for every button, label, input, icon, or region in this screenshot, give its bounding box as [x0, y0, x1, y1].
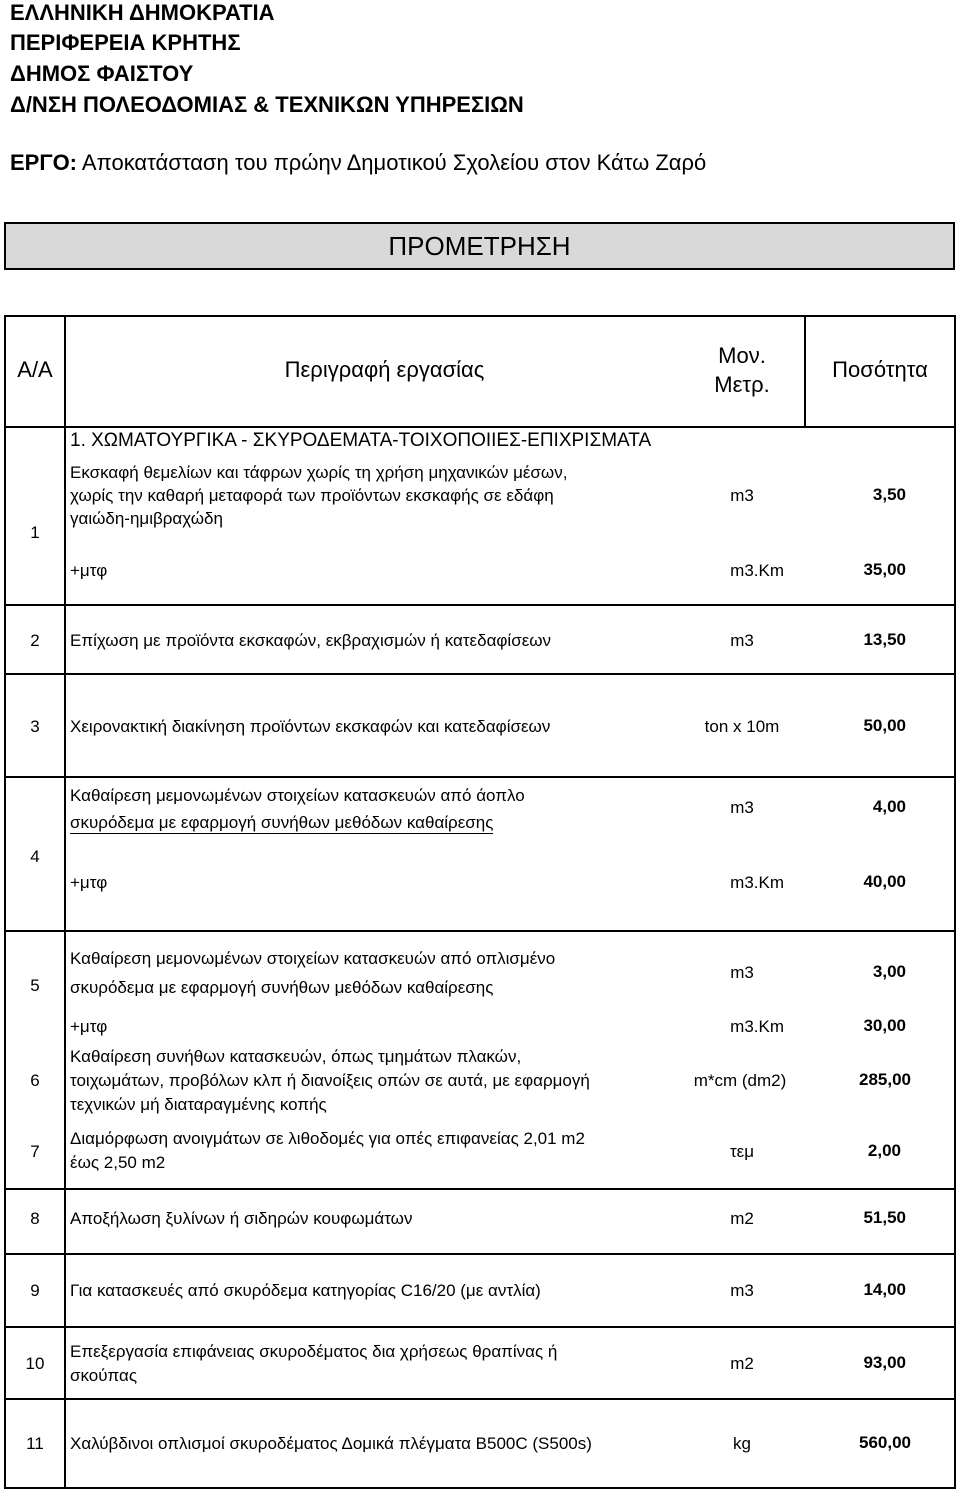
row-sub-unit: m3.Km [730, 1017, 784, 1036]
row-description-line: σκυρόδεμα με εφαρμογή συνήθων μεθόδων καθαίρεσης [70, 813, 494, 832]
row-unit: m3 [730, 631, 754, 650]
row-sub-unit: m3.Km [730, 561, 784, 580]
row-sub-quantity: 30,00 [863, 1016, 906, 1035]
project-label: ΕΡΓΟ: [10, 150, 78, 175]
row-unit: τεμ [729, 1142, 755, 1161]
row-unit: m2 [730, 1354, 754, 1373]
header-line-3: ΔΗΜΟΣ ΦΑΙΣΤΟΥ [10, 61, 194, 86]
row-unit: m3 [730, 798, 754, 817]
header-line-2: ΠΕΡΙΦΕΡΕΙΑ ΚΡΗΤΗΣ [10, 30, 241, 55]
row-sub-quantity: 35,00 [863, 560, 906, 579]
row-description: Αποξήλωση ξυλίνων ή σιδηρών κουφωμάτων [70, 1209, 413, 1228]
row-number: 4 [30, 847, 40, 866]
row-description-line: χωρίς την καθαρή μεταφορά των προϊόντων εκσκαφής σε εδάφη [70, 486, 554, 505]
row-sub-quantity: 40,00 [863, 872, 906, 891]
document-banner: ΠΡΟΜΕΤΡΗΣΗ [4, 222, 955, 270]
row-description-line: έως 2,50 m2 [70, 1153, 166, 1172]
row-quantity: 4,00 [872, 797, 906, 816]
row-quantity: 13,50 [863, 630, 906, 649]
row-unit: m3 [730, 486, 754, 505]
column-header-quantity: Ποσότητα [832, 357, 928, 382]
row-quantity: 14,00 [863, 1280, 906, 1299]
row-description-line: σκυρόδεμα με εφαρμογή συνήθων μεθόδων καθαίρεσης [70, 978, 494, 997]
row-number: 7 [30, 1142, 40, 1161]
row-sub-description: +μτφ [70, 561, 108, 580]
row-description: Χαλύβδινοι οπλισμοί σκυροδέματος Δομικά πλέγματα B500C (S500s) [70, 1434, 592, 1453]
row-description-line: Επεξεργασία επιφάνειας σκυροδέματος δια χρήσεως θραπίνας ή [70, 1342, 558, 1361]
row-quantity: 50,00 [863, 716, 906, 735]
row-unit: ton x 10m [704, 717, 780, 736]
row-quantity: 2,00 [867, 1141, 901, 1160]
row-description-line: Εκσκαφή θεμελίων και τάφρων χωρίς τη χρήση μηχανικών μέσων, [70, 463, 568, 482]
row-description-line: Καθαίρεση μεμονωμένων στοιχείων κατασκευών από οπλισμένο [70, 949, 556, 968]
row-description: Επίχωση με προϊόντα εκσκαφών, εκβραχισμών ή κατεδαφίσεων [70, 631, 552, 650]
row-quantity: 285,00 [859, 1070, 911, 1089]
row-number: 3 [30, 717, 40, 736]
row-number: 5 [30, 976, 40, 995]
section-title: 1. ΧΩΜΑΤΟΥΡΓΙΚΑ - ΣΚΥΡΟΔΕΜΑΤΑ-ΤΟΙΧΟΠΟΙΙΕΣ-ΕΠΙΧΡΙΣΜΑΤΑ [70, 430, 652, 451]
row-description-line: Καθαίρεση μεμονωμένων στοιχείων κατασκευών από άοπλο [70, 786, 525, 805]
project-title: Αποκατάσταση του πρώην Δημοτικού Σχολείου στον Κάτω Ζαρό [81, 150, 707, 175]
row-unit: kg [733, 1434, 751, 1453]
row-unit: m3 [730, 963, 754, 982]
row-unit: m3 [730, 1281, 754, 1300]
row-number: 8 [30, 1209, 40, 1228]
row-number: 6 [30, 1071, 40, 1090]
row-unit: m2 [730, 1209, 754, 1228]
project-line [10, 150, 706, 176]
row-number: 10 [25, 1354, 45, 1373]
row-sub-unit: m3.Km [730, 873, 784, 892]
header-line-1: ΕΛΛΗΝΙΚΗ ΔΗΜΟΚΡΑΤΙΑ [10, 0, 275, 25]
row-sub-description: +μτφ [70, 1017, 108, 1036]
row-number: 2 [30, 631, 40, 650]
column-header-unit-line-2: Μετρ. [714, 372, 770, 397]
row-description: Χειρονακτική διακίνηση προϊόντων εκσκαφών και κατεδαφίσεων [70, 717, 551, 736]
row-quantity: 51,50 [863, 1208, 906, 1227]
row-description: Για κατασκευές από σκυρόδεμα κατηγορίας C16/20 (με αντλία) [70, 1281, 541, 1300]
row-number: 9 [30, 1281, 40, 1300]
row-number: 1 [30, 523, 40, 542]
row-description-line: τοιχωμάτων, προβόλων κλπ ή διανοίξεις οπών σε αυτά, με εφαρμογή [70, 1071, 590, 1090]
row-description-line: τεχνικών μή διαταραγμένης κοπής [70, 1095, 327, 1114]
row-description-line: γαιώδη-ημιβραχώδη [70, 509, 223, 528]
column-header-aa: Α/Α [17, 357, 53, 382]
row-description-line: Διαμόρφωση ανοιγμάτων σε λιθοδομές για οπές επιφανείας 2,01 m2 [70, 1129, 585, 1148]
row-number: 11 [26, 1434, 44, 1453]
row-quantity: 560,00 [859, 1433, 911, 1452]
row-unit: m*cm (dm2) [693, 1071, 787, 1090]
row-quantity: 3,50 [872, 485, 906, 504]
column-header-unit-line-1: Μον. [718, 343, 766, 368]
row-sub-description: +μτφ [70, 873, 108, 892]
row-quantity: 93,00 [863, 1353, 906, 1372]
row-quantity: 3,00 [872, 962, 906, 981]
header-line-4: Δ/ΝΣΗ ΠΟΛΕΟΔΟΜΙΑΣ & ΤΕΧΝΙΚΩΝ ΥΠΗΡΕΣΙΩΝ [10, 92, 524, 117]
row-description-line: Καθαίρεση συνήθων κατασκευών, όπως τμημάτων πλακών, [70, 1047, 522, 1066]
row-description-line: σκούπας [70, 1366, 138, 1385]
column-header-description: Περιγραφή εργασίας [284, 357, 485, 382]
